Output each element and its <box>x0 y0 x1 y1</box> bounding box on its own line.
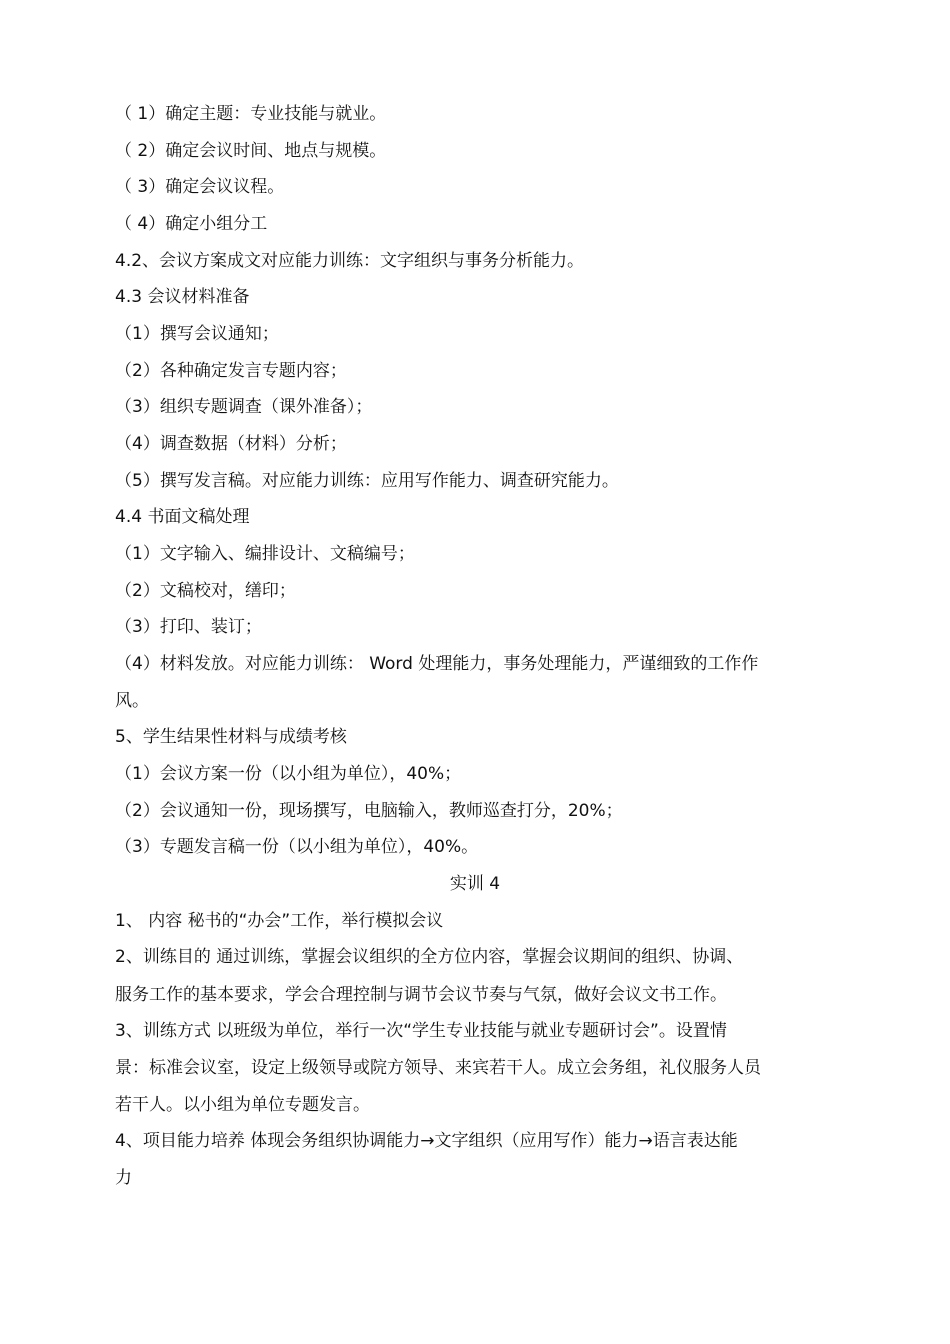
item-survey: （3）组织专题调查（课外准备）； <box>115 397 373 417</box>
item-distribute-cont: 风。 <box>115 691 149 711</box>
t4-goal-cont: 服务工作的基本要求，学会合理控制与调节会议节奏与气氛，做好会议文书工作。 <box>115 985 727 1005</box>
t4-goal: 2、训练目的 通过训练，掌握会议组织的全方位内容，掌握会议期间的组织、协调、 <box>115 947 744 967</box>
t4-method: 3、训练方式 以班级为单位，举行一次“学生专业技能与就业专题研讨会”。设置情 <box>115 1021 727 1041</box>
training-4-title: 实训 4 <box>449 874 501 894</box>
step-1-topic: （ 1）确定主题：专业技能与就业。 <box>115 104 387 124</box>
assess-notice: （2）会议通知一份，现场撰写，电脑输入，教师巡查打分，20%； <box>115 801 623 821</box>
item-input: （1）文字输入、编排设计、文稿编号； <box>115 544 415 564</box>
item-topics: （2）各种确定发言专题内容； <box>115 361 347 381</box>
t4-ability: 4、项目能力培养 体现会务组织协调能力→文字组织（应用写作）能力→语言表达能 <box>115 1131 738 1151</box>
section-4-3-heading: 4.3 会议材料准备 <box>115 287 250 307</box>
section-4-2: 4.2、会议方案成文对应能力训练：文字组织与事务分析能力。 <box>115 251 585 271</box>
step-2-time-place: （ 2）确定会议时间、地点与规模。 <box>115 141 387 161</box>
item-notice: （1）撰写会议通知； <box>115 324 279 344</box>
t4-method-cont1: 景：标准会议室，设定上级领导或院方领导、来宾若干人。成立会务组，礼仪服务人员 <box>115 1058 761 1078</box>
item-distribute: （4）材料发放。对应能力训练： Word 处理能力，事务处理能力，严谨细致的工作作 <box>115 654 759 674</box>
assess-plan: （1）会议方案一份（以小组为单位），40%； <box>115 764 462 784</box>
step-4-division: （ 4）确定小组分工 <box>115 214 268 234</box>
section-5-heading: 5、学生结果性材料与成绩考核 <box>115 727 347 747</box>
assess-speech: （3）专题发言稿一份（以小组为单位），40%。 <box>115 837 479 857</box>
item-speech: （5）撰写发言稿。对应能力训练：应用写作能力、调查研究能力。 <box>115 471 619 491</box>
item-analysis: （4）调查数据（材料）分析； <box>115 434 347 454</box>
t4-method-cont2: 若干人。以小组为单位专题发言。 <box>115 1095 370 1115</box>
item-proofread: （2）文稿校对，缮印； <box>115 581 296 601</box>
item-print: （3）打印、装订； <box>115 617 262 637</box>
t4-ability-cont: 力 <box>115 1168 132 1188</box>
step-3-agenda: （ 3）确定会议议程。 <box>115 177 285 197</box>
section-4-4-heading: 4.4 书面文稿处理 <box>115 507 250 527</box>
t4-content: 1、 内容 秘书的“办会”工作，举行模拟会议 <box>115 911 444 931</box>
